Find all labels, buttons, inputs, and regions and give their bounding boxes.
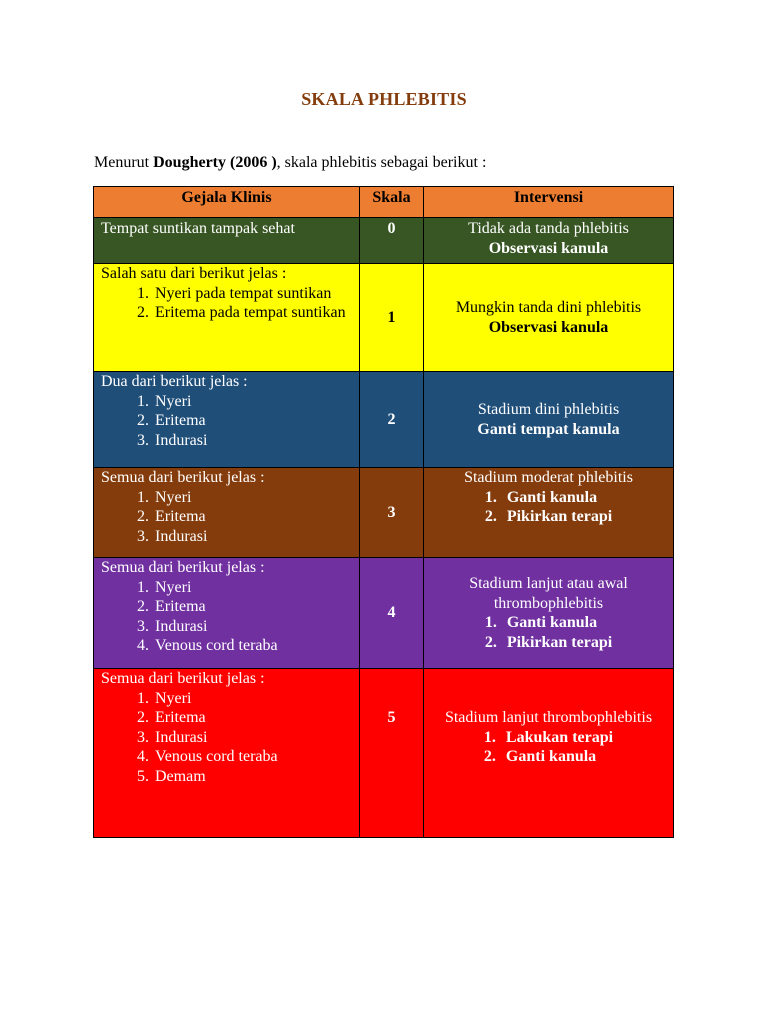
intervensi-text: Stadium lanjut thrombophlebitis [444,709,653,726]
gejala-cell [94,218,360,264]
skala-cell: 4 [360,558,424,669]
list-item [485,633,612,653]
skala-cell: 1 [360,264,424,372]
list-item: 3. Indurasi [153,431,355,451]
list-text: Ganti kanula [506,488,598,506]
table-header-row [94,187,674,218]
intervensi-action: Ganti tempat kanula [477,420,620,438]
intervensi-cell [424,558,674,669]
intro-suffix: , skala phlebitis sebagai berikut : [276,154,487,171]
intervensi-cell [424,372,674,468]
intervensi-list [484,728,613,767]
header-intervensi: Intervensi [424,187,674,218]
list-text: Ganti kanula [505,748,597,765]
list-text: Pikirkan terapi [506,508,613,525]
list-item [484,747,613,767]
list-number: 1. [484,488,497,506]
intervensi-cell [424,468,674,558]
intervensi-text: thrombophlebitis [493,594,604,612]
intervensi-cell [424,218,674,264]
table-row [94,669,674,838]
intervensi-action: Observasi kanula [488,318,609,336]
list-item: 2. Eritema pada tempat suntikan [153,303,355,323]
list-item: 5. Demam [153,767,355,787]
header-skala: Skala [360,187,424,218]
intervensi-text: Tidak ada tanda phlebitis [468,220,629,237]
list-item [485,488,612,508]
gejala-cell [94,468,360,558]
list-item: 2. Eritema [153,411,355,431]
intervensi-text: Stadium lanjut atau awal [469,575,628,592]
header-gejala: Gejala Klinis [94,187,360,218]
skala-cell: 5 [360,669,424,838]
intervensi-list [485,488,612,527]
list-text: Pikirkan terapi [506,633,613,651]
list-text: Ganti kanula [506,614,598,631]
gejala-intro: Dua dari berikut jelas : [101,373,248,390]
table-row [94,218,674,264]
list-item: 1. Nyeri pada tempat suntikan [153,284,355,304]
list-number: 2. [483,748,496,765]
list-item: 2. Eritema [153,708,355,728]
list-item: 2. Eritema [153,597,355,617]
gejala-list [101,392,355,451]
gejala-list [101,488,355,547]
list-number: 1. [483,728,496,746]
list-item: 1. Nyeri [153,488,355,508]
intro-paragraph [94,154,486,172]
list-item: 4. Venous cord teraba [153,747,355,767]
intro-prefix: Menurut [94,154,154,171]
intervensi-text: Mungkin tanda dini phlebitis [455,299,642,316]
list-number: 1. [484,614,497,631]
list-number: 2. [484,633,497,651]
gejala-intro: Tempat suntikan tampak sehat [101,220,295,237]
list-item: 1. Nyeri [153,689,355,709]
table-row [94,264,674,372]
table-body [94,218,674,838]
intervensi-action: Observasi kanula [488,239,609,257]
list-item [484,728,613,748]
intervensi-text: Stadium moderat phlebitis [464,469,633,486]
gejala-list [101,284,355,323]
table-row [94,372,674,468]
list-text: Lakukan terapi [505,728,614,746]
list-item: 1. Nyeri [153,392,355,412]
table-row [94,468,674,558]
intervensi-list [485,613,612,652]
gejala-list [101,689,355,787]
list-item: 3. Indurasi [153,617,355,637]
document-title: SKALA PHLEBITIS [301,89,467,109]
gejala-intro: Semua dari berikut jelas : [101,559,265,576]
gejala-list [101,578,355,656]
list-number: 2. [484,508,497,525]
gejala-intro: Semua dari berikut jelas : [101,469,265,486]
gejala-intro: Semua dari berikut jelas : [101,670,265,687]
gejala-cell [94,669,360,838]
list-item: 4. Venous cord teraba [153,636,355,656]
list-item [485,613,612,633]
phlebitis-scale-table [93,186,674,838]
gejala-cell [94,372,360,468]
list-item [485,507,612,527]
intervensi-cell [424,669,674,838]
gejala-cell [94,264,360,372]
gejala-cell [94,558,360,669]
skala-cell: 2 [360,372,424,468]
intervensi-cell [424,264,674,372]
list-item: 3. Indurasi [153,527,355,547]
table-row [94,558,674,669]
intro-author: Dougherty (2006 ) [153,154,277,171]
list-item: 3. Indurasi [153,728,355,748]
intervensi-text: Stadium dini phlebitis [477,401,620,418]
gejala-intro: Salah satu dari berikut jelas : [101,265,287,282]
list-item: 2. Eritema [153,507,355,527]
skala-cell: 3 [360,468,424,558]
skala-cell: 0 [360,218,424,264]
list-item: 1. Nyeri [153,578,355,598]
